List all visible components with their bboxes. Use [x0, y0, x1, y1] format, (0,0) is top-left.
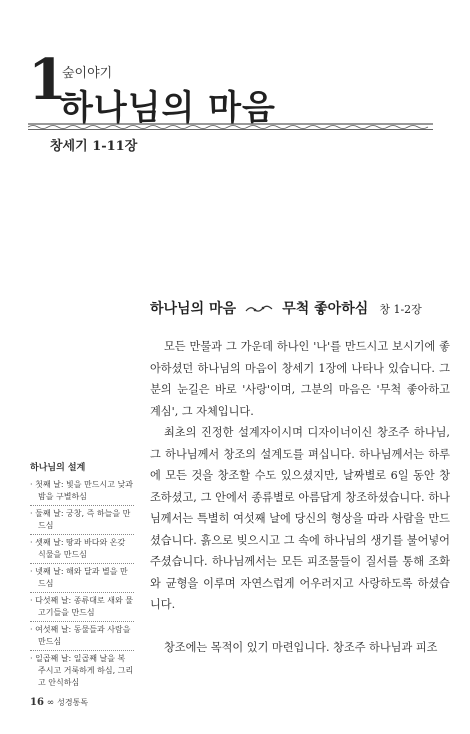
footer-separator-icon: ∞	[46, 698, 55, 708]
sidebar-heading: 하나님의 설계	[30, 463, 86, 473]
sidebar-list	[30, 479, 134, 691]
list-item: · 첫째 날: 빛을 만드시고 낮과 밤을 구별하심	[30, 479, 134, 506]
sidebar-note	[30, 460, 134, 693]
page-footer	[30, 697, 88, 708]
list-item: · 둘째 날: 궁창, 즉 하늘을 만드심	[30, 508, 134, 535]
chapter-number: 1	[28, 47, 67, 113]
section-title-right: 무척 좋아하심	[282, 301, 369, 317]
paragraph: 모든 만물과 그 가운데 하나인 '나'를 만드시고 보시기에 좋아하셨던 하나님의 마음이 창세기 1장에 나타나 있습니다. 그분의 눈길은 바로 '사랑'이며, 그분의 마음은 '무척 좋아하고 계심', 그 자체입니다.	[150, 340, 450, 418]
page-number: 16	[30, 697, 44, 708]
body-text	[150, 336, 450, 658]
chapter-title: 하나님의 마음	[60, 88, 276, 128]
list-item: · 다섯째 날: 종류대로 새와 물고기들을 만드심	[30, 595, 134, 622]
list-item: · 셋째 날: 땅과 바다와 온갖 식물을 만드심	[30, 537, 134, 564]
chapter-subtitle: 숲이야기	[62, 66, 113, 81]
chapter-range: 창세기 1-11장	[50, 139, 138, 154]
list-item: · 넷째 날: 해와 달과 별을 만드심	[30, 566, 134, 593]
section-title-left: 하나님의 마음	[150, 301, 237, 317]
paragraph: 창조에는 목적이 있기 마련입니다. 창조주 하나님과 피조	[164, 640, 438, 654]
section-reference: 창 1-2장	[379, 303, 422, 316]
list-item: · 일곱째 날: 일곱째 날을 복 주시고 거룩하게 하심, 그리고 안식하심	[30, 653, 134, 691]
book-title: 성경통독	[57, 698, 89, 707]
paragraph: 최초의 진정한 설계자이시며 디자이너이신 창조주 하나님, 그 하나님께서 창조의 설계도를 펴십니다. 하나님께서는 하루에 모든 것을 창조할 수도 있으셨지만, 날짜별로 6일 동안 창조하셨고, 그 안에서 종류별로 아름답게 창조하셨습니다. 하나님께서는 특별히 여섯째 날에 당신의 형상을 따라 사람을 만드셨습니다. 흙으로 빚으시고 그 속에 하나님의 생기를 불어넣어 주셨습니다. 하나님께서는 모든 피조물들이 질서를 통해 조화와 균형을 이루며 자연스럽게 어우러지고 사랑하도록 하셨습니다.	[150, 426, 450, 611]
ornamental-divider	[28, 123, 433, 130]
list-item: · 여섯째 날: 동물들과 사람을 만드심	[30, 624, 134, 651]
flourish-icon	[245, 304, 273, 314]
section-heading	[150, 298, 450, 318]
